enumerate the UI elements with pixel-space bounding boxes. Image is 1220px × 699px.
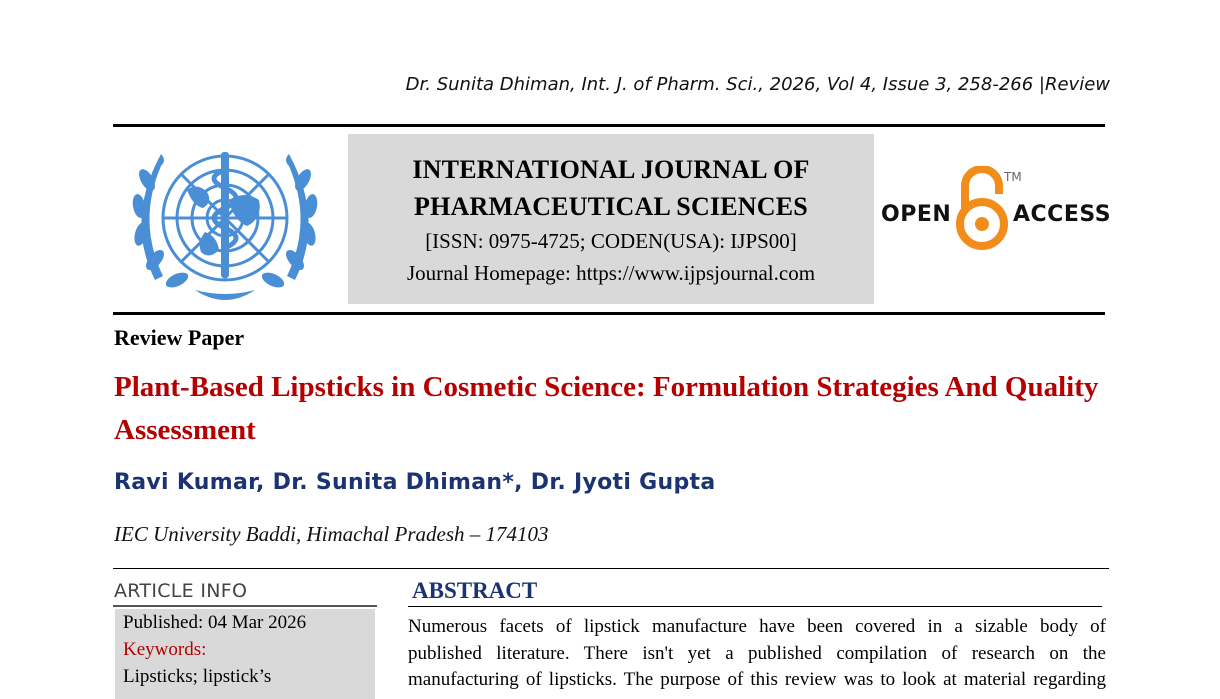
abstract-line: manufacturing of lipsticks. The purpose of this review was to look at material regarding	[408, 669, 1106, 690]
open-access-left-text: OPEN	[881, 202, 952, 227]
open-access-lock-icon	[956, 166, 1010, 252]
journal-homepage: Journal Homepage: https://www.ijpsjournal.com	[406, 261, 816, 285]
masthead-bottom-rule	[113, 312, 1105, 315]
abstract-heading: ABSTRACT	[412, 578, 538, 603]
journal-emblem-icon	[125, 140, 325, 306]
article-info-heading: ARTICLE INFO	[114, 580, 248, 602]
article-info-box	[115, 609, 375, 699]
top-rule	[113, 124, 1105, 127]
open-access-badge	[880, 166, 1112, 256]
article-title: Plant-Based Lipsticks in Cosmetic Science: Formulation Strategies And Quality Assessment	[114, 371, 1099, 446]
keywords-value: Lipsticks; lipstick’s	[123, 666, 272, 687]
journal-name-line1: INTERNATIONAL JOURNAL OF	[412, 155, 810, 184]
journal-masthead	[348, 134, 874, 304]
article-info-rule	[113, 605, 377, 607]
abstract-rule	[408, 606, 1102, 607]
open-access-tm: TM	[1004, 170, 1022, 184]
abstract-line: published literature. There isn't yet a published compilation of research on the	[408, 642, 1106, 664]
citation-line: Dr. Sunita Dhiman, Int. J. of Pharm. Sci., 2026, Vol 4, Issue 3, 258-266 |Review	[405, 74, 1110, 95]
paper-type: Review Paper	[114, 325, 245, 350]
abstract-line: Numerous facets of lipstick manufacture have been covered in a sizable body of	[408, 616, 1106, 637]
journal-issn: [ISSN: 0975-4725; CODEN(USA): IJPS00]	[425, 229, 797, 253]
open-access-right-text: ACCESS	[1013, 202, 1112, 227]
keywords-label: Keywords:	[123, 639, 207, 660]
published-date: Published: 04 Mar 2026	[123, 612, 307, 633]
journal-name-line2: PHARMACEUTICAL SCIENCES	[414, 192, 808, 221]
section-divider	[113, 568, 1109, 569]
abstract-body	[408, 614, 1106, 694]
article-affiliation: IEC University Baddi, Himachal Pradesh – 174103	[114, 522, 549, 546]
article-authors: Ravi Kumar, Dr. Sunita Dhiman*, Dr. Jyoti Gupta	[114, 470, 716, 495]
